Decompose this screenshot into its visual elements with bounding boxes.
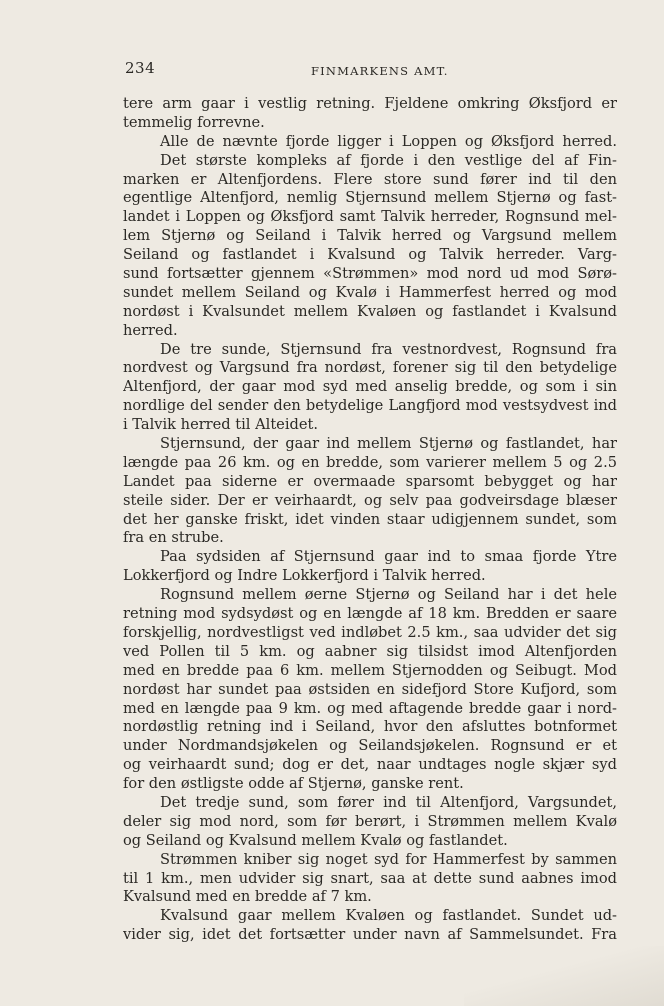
text-line: Altenfjord, der gaar mod syd med anselig bredde, og som i sin [123, 378, 617, 396]
text-line: Kvalsund gaar mellem Kvaløen og fastlandet. Sundet ud- [160, 907, 617, 925]
text-line: vider sig, idet det fortsætter under navn af Sammelsundet. Fra [123, 926, 617, 944]
text-line: Alle de nævnte fjorde ligger i Loppen og Øksfjord herred. [160, 132, 617, 150]
text-line: det her ganske friskt, idet vinden staar udigjennem sundet, som [123, 510, 617, 528]
text-line: Lokkerfjord og Indre Lokkerfjord i Talvik herred. [123, 567, 486, 585]
text-line: Stjernsund, der gaar ind mellem Stjernø og fastlandet, har [160, 435, 617, 453]
text-line: sund fortsætter gjennem «Strømmen» mod nord ud mod Sørø- [123, 265, 617, 283]
text-line: for den østligste odde af Stjernø, ganske rent. [123, 775, 464, 793]
text-line: De tre sunde, Stjernsund fra vestnordvest, Rognsund fra [160, 340, 617, 358]
text-line: ved Pollen til 5 km. og aabner sig tilsidst imod Altenfjorden [123, 642, 617, 660]
text-line: længde paa 26 km. og en bredde, som varierer mellem 5 og 2.5 [123, 453, 617, 471]
text-line: marken er Altenfjordens. Flere store sund fører ind til den [123, 170, 617, 188]
text-line: til 1 km., men udvider sig snart, saa at dette sund aabnes imod [123, 869, 617, 887]
text-line: Strømmen kniber sig noget syd for Hammerfest by sammen [160, 850, 617, 868]
running-title: FINMARKENS AMT. [311, 64, 449, 78]
text-line: herred. [123, 321, 178, 339]
text-line: og Seiland og Kvalsund mellem Kvalø og fastlandet. [123, 831, 508, 849]
text-line: lem Stjernø og Seiland i Talvik herred og Vargsund mellem [123, 227, 617, 245]
text-line: forskjellig, nordvestligst ved indløbet 2.5 km., saa udvider det sig [123, 623, 617, 641]
text-line: tere arm gaar i vestlig retning. Fjeldene omkring Øksfjord er [123, 95, 617, 112]
text-line: nordøst har sundet paa østsiden en sidefjord Store Kufjord, som [123, 680, 617, 698]
text-line: nordlige del sender den betydelige Langfjord mod vestsydvest ind [123, 397, 617, 415]
text-line: landet i Loppen og Øksfjord samt Talvik herreder, Rognsund mel- [123, 208, 617, 226]
text-line: egentlige Altenfjord, nemlig Stjernsund mellem Stjernø og fast- [123, 189, 617, 207]
text-line: i Talvik herred til Alteidet. [123, 416, 318, 434]
text-line: nordvest og Vargsund fra nordøst, forener sig til den betydelige [123, 359, 617, 377]
text-line: med en længde paa 9 km. og med aftagende bredde gaar i nord- [123, 699, 617, 717]
text-line: fra en strube. [123, 529, 224, 547]
text-line: Landet paa siderne er overmaade sparsomt bebygget og har [123, 472, 617, 490]
text-line: Paa sydsiden af Stjernsund gaar ind to smaa fjorde Ytre [160, 548, 617, 566]
text-line: nordøstlig retning ind i Seiland, hvor den afsluttes botnformet [123, 718, 617, 736]
text-line: Rognsund mellem øerne Stjernø og Seiland har i det hele [160, 586, 617, 604]
text-line: nordøst i Kvalsundet mellem Kvaløen og fastlandet i Kvalsund [123, 302, 617, 320]
text-line: steile sider. Der er veirhaardt, og selv paa godveirsdage blæser [123, 491, 617, 509]
text-line: med en bredde paa 6 km. mellem Stjernodden og Seibugt. Mod [123, 661, 617, 679]
body-text [123, 95, 617, 945]
text-line: sundet mellem Seiland og Kvalø i Hammerfest herred og mod [123, 283, 617, 301]
text-line: og veirhaardt sund; dog er det, naar undtages nogle skjær syd [123, 756, 617, 774]
text-line: under Nordmandsjøkelen og Seilandsjøkelen. Rognsund er et [123, 737, 617, 755]
text-line: retning mod sydsydøst og en længde af 18 km. Bredden er saare [123, 605, 617, 623]
text-line: Kvalsund med en bredde af 7 km. [123, 888, 372, 906]
page-shading [464, 946, 664, 1006]
text-line: temmelig forrevne. [123, 113, 265, 131]
text-line: deler sig mod nord, som før berørt, i Strømmen mellem Kvalø [123, 812, 617, 830]
text-line: Seiland og fastlandet i Kvalsund og Talvik herreder. Varg- [123, 246, 617, 264]
text-line: Det største kompleks af fjorde i den vestlige del af Fin- [160, 151, 617, 169]
page-number: 234 [125, 59, 156, 77]
text-line: Det tredje sund, som fører ind til Altenfjord, Vargsundet, [160, 793, 617, 811]
